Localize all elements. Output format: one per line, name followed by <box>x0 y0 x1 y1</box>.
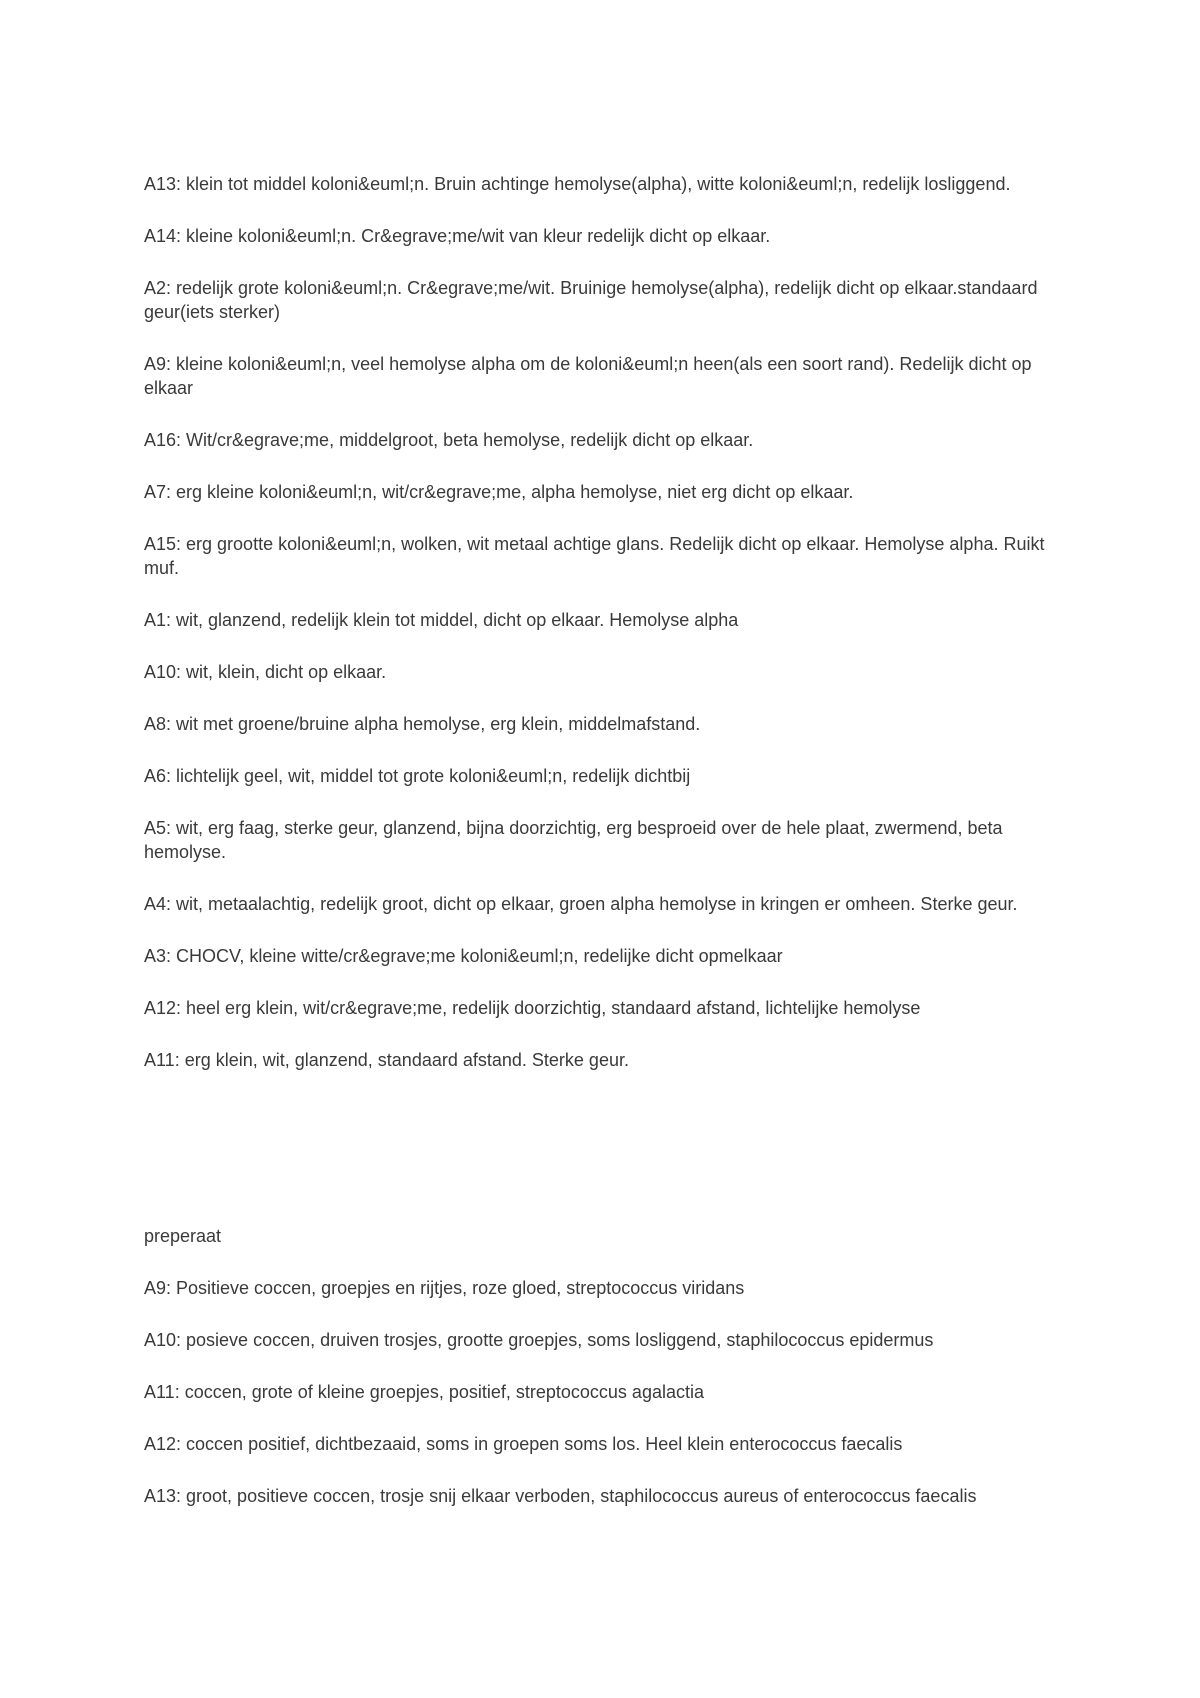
observation-a9: A9: kleine koloni&euml;n, veel hemolyse alpha om de koloni&euml;n heen(als een soort rand). Redelijk dicht op elkaar <box>144 354 1032 398</box>
observation-a1: A1: wit, glanzend, redelijk klein tot middel, dicht op elkaar. Hemolyse alpha <box>144 610 739 630</box>
observation-list <box>144 172 1049 1072</box>
observation-a3: A3: CHOCV, kleine witte/cr&egrave;me koloni&euml;n, redelijke dicht opmelkaar <box>144 946 783 966</box>
observation-a2: A2: redelijk grote koloni&euml;n. Cr&egrave;me/wit. Bruinige hemolyse(alpha), redelijk dicht op elkaar.standaard geur(iets sterker) <box>144 278 1038 322</box>
observation-a7: A7: erg kleine koloni&euml;n, wit/cr&egrave;me, alpha hemolyse, niet erg dicht op elkaar. <box>144 482 854 502</box>
observation-a12: A12: heel erg klein, wit/cr&egrave;me, redelijk doorzichtig, standaard afstand, lichtelijke hemolyse <box>144 998 921 1018</box>
preparaat-heading: preperaat <box>144 1226 222 1246</box>
preparaat-a13: A13: groot, positieve coccen, trosje snij elkaar verboden, staphilococcus aureus of enterococcus faecalis <box>144 1486 977 1506</box>
preparaat-a11: A11: coccen, grote of kleine groepjes, positief, streptococcus agalactia <box>144 1382 704 1402</box>
preparaat-a12: A12: coccen positief, dichtbezaaid, soms in groepen soms los. Heel klein enterococcus faecalis <box>144 1434 903 1454</box>
observation-a6: A6: lichtelijk geel, wit, middel tot grote koloni&euml;n, redelijk dichtbij <box>144 766 691 786</box>
observation-a13: A13: klein tot middel koloni&euml;n. Bruin achtinge hemolyse(alpha), witte koloni&euml;n, redelijk losliggend. <box>144 174 1011 194</box>
observation-a14: A14: kleine koloni&euml;n. Cr&egrave;me/wit van kleur redelijk dicht op elkaar. <box>144 226 771 246</box>
observation-a10: A10: wit, klein, dicht op elkaar. <box>144 662 387 682</box>
section-spacer <box>144 1100 1049 1224</box>
preparaat-a9: A9: Positieve coccen, groepjes en rijtjes, roze gloed, streptococcus viridans <box>144 1278 745 1298</box>
observation-a4: A4: wit, metaalachtig, redelijk groot, dicht op elkaar, groen alpha hemolyse in kringen er omheen. Sterke geur. <box>144 894 1018 914</box>
observation-a16: A16: Wit/cr&egrave;me, middelgroot, beta hemolyse, redelijk dicht op elkaar. <box>144 430 754 450</box>
preparaat-a10: A10: posieve coccen, druiven trosjes, grootte groepjes, soms losliggend, staphilococcus epidermus <box>144 1330 934 1350</box>
observation-a8: A8: wit met groene/bruine alpha hemolyse, erg klein, middelmafstand. <box>144 714 701 734</box>
observation-a15: A15: erg grootte koloni&euml;n, wolken, wit metaal achtige glans. Redelijk dicht op elkaar. Hemolyse alpha. Ruikt muf. <box>144 534 1045 578</box>
observation-a5: A5: wit, erg faag, sterke geur, glanzend, bijna doorzichtig, erg besproeid over de hele plaat, zwermend, beta hemolyse. <box>144 818 1003 862</box>
document-content <box>144 172 1049 1536</box>
observation-a11: A11: erg klein, wit, glanzend, standaard afstand. Sterke geur. <box>144 1050 629 1070</box>
preparaat-section <box>144 1224 1049 1508</box>
